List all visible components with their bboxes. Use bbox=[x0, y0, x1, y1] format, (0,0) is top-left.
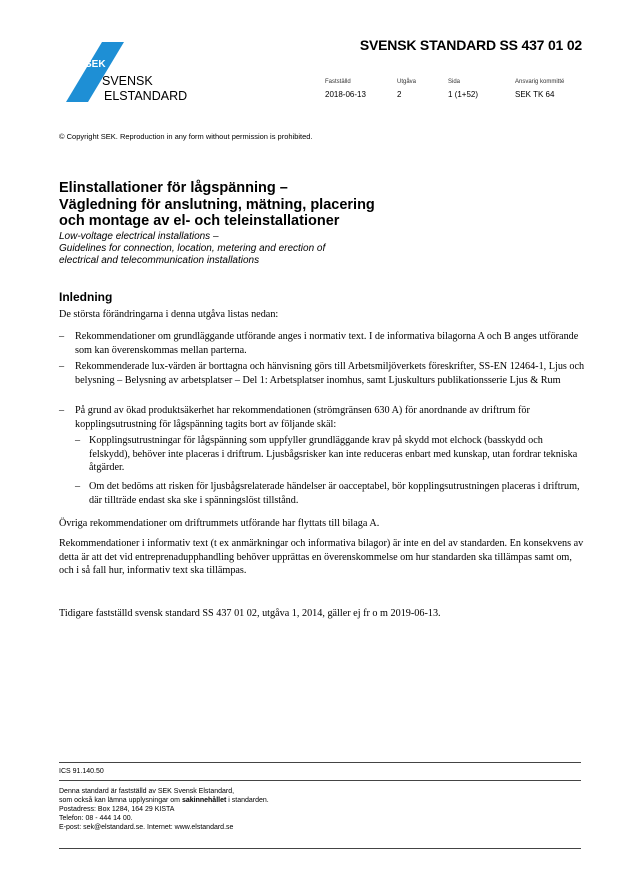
footer-bold-text: sakinnehållet bbox=[181, 797, 227, 804]
sek-logo bbox=[66, 40, 191, 104]
logo-line1: SVENSK bbox=[102, 74, 153, 88]
footer-line: Telefon: 08 - 444 14 00. bbox=[59, 815, 133, 822]
meta-value: 2 bbox=[397, 90, 402, 99]
logo-line2: ELSTANDARD bbox=[104, 89, 188, 103]
meta-label: Utgåva bbox=[397, 79, 417, 85]
body-paragraph: Övriga rekommendationer om driftrummets utförande har flyttats till bilaga A. bbox=[59, 518, 380, 529]
meta-value: 1 (1+52) bbox=[448, 90, 479, 99]
subtitle-line: Low-voltage electrical installations – bbox=[59, 231, 219, 242]
bullet-item: Rekommenderade lux-värden är borttagna och hänvisning görs till Arbetsmiljöverkets föreskrifter, SS-EN 12464-1, Ljus och belysning – Belysning av arbetsplatser – Del 1: Arbetsplatser inomhus, samt Ljuskulturs publikationsserie Ljus & Rum bbox=[75, 361, 585, 386]
bullet-dash: – bbox=[59, 331, 65, 342]
footer-line: E-post: sek@elstandard.se. Internet: www.elstandard.se bbox=[59, 824, 234, 831]
meta-label: Fastställd bbox=[325, 79, 351, 85]
intro-lead: De största förändringarna i denna utgåva listas nedan: bbox=[59, 309, 279, 320]
footer-rule bbox=[59, 848, 581, 849]
meta-committee bbox=[515, 79, 564, 99]
bullet-item: Rekommendationer om grundläggande utförande anges i normativ text. I de informativa bilagorna A och B anges utförande som kan överenskommas mellan parterna. bbox=[75, 331, 579, 356]
bullet-dash: – bbox=[59, 361, 65, 372]
footer-text: som också kan lämna upplysningar om bbox=[59, 797, 182, 804]
body-paragraph: Rekommendationer i informativ text (t ex anmärkningar och informativa bilagor) är inte en del av standarden. En konsekvens av detta är att det vid entreprenadupphandling behöver upprättas en överenskommelse om hur standarden ska tillämpas samt om, och i så fall hur, informativ text ska tillämpas. bbox=[59, 538, 584, 576]
meta-established bbox=[325, 79, 366, 99]
body-paragraph: Tidigare fastställd svensk standard SS 437 01 02, utgåva 1, 2014, gäller ej fr o m 2019-06-13. bbox=[59, 608, 441, 619]
sub-bullet-dash: – bbox=[75, 435, 81, 446]
footer-line bbox=[59, 796, 269, 805]
meta-value: 2018-06-13 bbox=[325, 90, 366, 99]
footer-rule bbox=[59, 780, 581, 781]
footer-line: Postadress: Box 1284, 164 29 KISTA bbox=[59, 806, 175, 813]
footer-rule bbox=[59, 762, 581, 763]
sub-bullet-item: Kopplingsutrustningar för lågspänning som uppfyller grundläggande krav på skydd mot elchock (basskydd och felskydd), behöver inte placeras i driftrum. Ljusbågsrisker kan inte reduceras enbart med kunskap, utan fordrar tekniska åtgärder. bbox=[89, 435, 578, 473]
meta-label: Ansvarig kommitté bbox=[515, 79, 565, 85]
meta-page bbox=[448, 79, 478, 99]
document-title bbox=[59, 180, 389, 230]
standard-title: SVENSK STANDARD SS 437 01 02 bbox=[359, 37, 582, 53]
subtitle-line: Guidelines for connection, location, metering and erection of bbox=[59, 243, 326, 254]
title-line: Elinstallationer för lågspänning – bbox=[59, 180, 288, 196]
document-subtitle bbox=[59, 231, 389, 267]
copyright-notice: © Copyright SEK. Reproduction in any form without permission is prohibited. bbox=[59, 132, 313, 141]
meta-label: Sida bbox=[448, 79, 461, 85]
ics-code: ICS 91.140.50 bbox=[59, 768, 104, 775]
section-heading: Inledning bbox=[59, 290, 113, 304]
sek-logo-mark bbox=[66, 40, 191, 104]
title-line: Vägledning för anslutning, mätning, placering bbox=[59, 196, 375, 213]
sub-bullet-item: Om det bedöms att risken för ljusbågsrelaterade händelser är oacceptabel, bör kopplingsutrustningen placeras i driftrum, där tillträde endast ska ske i spänningslöst tillstånd. bbox=[89, 481, 580, 506]
bullet-item: På grund av ökad produktsäkerhet har rekommendationen (strömgränsen 630 A) för anordnande av driftrum för kopplingsutrustning för lågspänning tagits bort av följande skäl: bbox=[75, 405, 530, 430]
logo-sek-text: SEK bbox=[85, 59, 106, 70]
title-line: och montage av el- och teleinstallationer bbox=[59, 213, 340, 229]
meta-edition bbox=[397, 79, 416, 99]
footer-text: i standarden. bbox=[226, 797, 269, 804]
footer-line: Denna standard är fastställd av SEK Svensk Elstandard, bbox=[59, 788, 235, 795]
footer-contact bbox=[59, 787, 269, 832]
bullet-dash: – bbox=[59, 405, 65, 416]
sub-bullet-dash: – bbox=[75, 481, 81, 492]
meta-value: SEK TK 64 bbox=[515, 90, 555, 99]
subtitle-line: electrical and telecommunication installations bbox=[59, 255, 260, 266]
